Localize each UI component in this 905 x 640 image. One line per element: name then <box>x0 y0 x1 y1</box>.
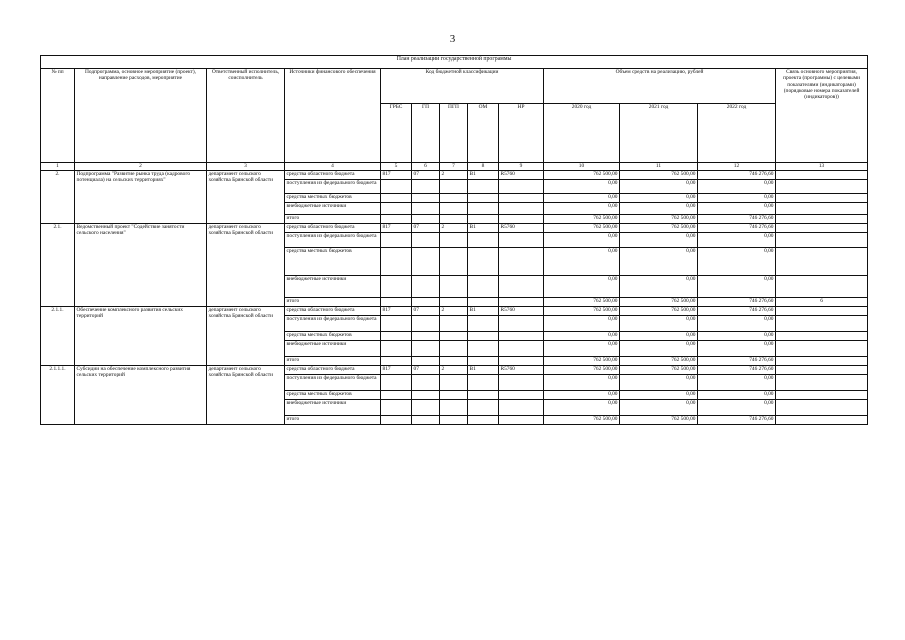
code-pgp <box>440 316 468 332</box>
indicator-link: 6 <box>776 298 868 307</box>
value-2021: 0,00 <box>620 276 698 298</box>
row-name: Ведомственный проект "Содействие занятости сельского населения" <box>75 224 207 307</box>
source-label: внебюджетные источники <box>285 276 381 298</box>
row-number: 2.1.1. <box>41 307 75 366</box>
source-label: средства местных бюджетов <box>285 194 381 203</box>
code-om: В1 <box>468 366 499 375</box>
indicator-link <box>776 416 868 425</box>
code-gp: 07 <box>412 171 440 180</box>
code-gp <box>412 332 440 341</box>
indicator-link <box>776 248 868 276</box>
column-number: 4 <box>285 163 381 171</box>
indicator-link <box>776 224 868 233</box>
value-2021: 0,00 <box>620 400 698 416</box>
value-2022: 0,00 <box>698 391 776 400</box>
source-label: итого <box>285 357 381 366</box>
header-volumes: Объем средств на реализацию, рублей <box>544 69 776 104</box>
value-2022: 0,00 <box>698 276 776 298</box>
code-om <box>468 391 499 400</box>
code-om <box>468 298 499 307</box>
code-pgp <box>440 332 468 341</box>
value-2022: 0,00 <box>698 400 776 416</box>
code-gp: 07 <box>412 224 440 233</box>
indicator-link <box>776 171 868 180</box>
value-2022: 746 276,60 <box>698 307 776 316</box>
value-2022: 746 276,60 <box>698 357 776 366</box>
code-gp <box>412 215 440 224</box>
code-gp: 07 <box>412 307 440 316</box>
value-2022: 746 276,60 <box>698 224 776 233</box>
value-2021: 0,00 <box>620 391 698 400</box>
code-gp <box>412 233 440 248</box>
value-2021: 762 500,00 <box>620 215 698 224</box>
header-num: № пп <box>41 69 75 163</box>
code-np <box>499 233 544 248</box>
value-2020: 0,00 <box>544 391 620 400</box>
header-gp: ГП <box>412 104 440 163</box>
value-2022: 746 276,60 <box>698 416 776 425</box>
value-2021: 0,00 <box>620 248 698 276</box>
value-2022: 0,00 <box>698 194 776 203</box>
value-2021: 762 500,00 <box>620 224 698 233</box>
value-2022: 746 276,60 <box>698 215 776 224</box>
value-2021: 762 500,00 <box>620 298 698 307</box>
value-2020: 0,00 <box>544 233 620 248</box>
row-name: Подпрограмма "Развитие рынка труда (кадрового потенциала) на сельских территориях" <box>75 171 207 224</box>
code-np <box>499 341 544 357</box>
code-om <box>468 341 499 357</box>
value-2022: 746 276,60 <box>698 366 776 375</box>
column-number: 6 <box>412 163 440 171</box>
value-2021: 762 500,00 <box>620 416 698 425</box>
indicator-link <box>776 400 868 416</box>
column-number: 13 <box>776 163 868 171</box>
value-2020: 762 500,00 <box>544 307 620 316</box>
value-2021: 762 500,00 <box>620 357 698 366</box>
code-grbs <box>381 248 412 276</box>
header-om: ОМ <box>468 104 499 163</box>
value-2021: 0,00 <box>620 180 698 194</box>
value-2020: 0,00 <box>544 203 620 215</box>
column-number: 8 <box>468 163 499 171</box>
source-label: поступления из федерального бюджета <box>285 180 381 194</box>
code-om <box>468 416 499 425</box>
value-2022: 0,00 <box>698 248 776 276</box>
code-np <box>499 203 544 215</box>
indicator-link <box>776 357 868 366</box>
code-om <box>468 194 499 203</box>
code-np <box>499 180 544 194</box>
row-number: 2. <box>41 171 75 224</box>
code-grbs <box>381 316 412 332</box>
row-executor: департамент сельского хозяйства Брянской области <box>207 171 285 224</box>
source-label: средства местных бюджетов <box>285 248 381 276</box>
code-grbs <box>381 332 412 341</box>
value-2020: 762 500,00 <box>544 224 620 233</box>
code-np <box>499 276 544 298</box>
value-2020: 762 500,00 <box>544 416 620 425</box>
row-number: 2.1.1.1. <box>41 366 75 425</box>
indicator-link <box>776 366 868 375</box>
value-2021: 0,00 <box>620 341 698 357</box>
code-pgp <box>440 215 468 224</box>
page-number: 3 <box>449 33 456 45</box>
value-2022: 0,00 <box>698 332 776 341</box>
source-label: средства областного бюджета <box>285 366 381 375</box>
code-grbs: 817 <box>381 224 412 233</box>
row-executor: департамент сельского хозяйства Брянской области <box>207 307 285 366</box>
value-2020: 762 500,00 <box>544 357 620 366</box>
column-number: 11 <box>620 163 698 171</box>
value-2020: 0,00 <box>544 341 620 357</box>
header-grbs: ГРБС <box>381 104 412 163</box>
indicator-link <box>776 276 868 298</box>
code-np: R5760 <box>499 307 544 316</box>
code-pgp: 2 <box>440 171 468 180</box>
indicator-link <box>776 341 868 357</box>
code-pgp <box>440 357 468 366</box>
header-2020: 2020 год <box>544 104 620 163</box>
code-pgp <box>440 194 468 203</box>
code-grbs <box>381 341 412 357</box>
header-2022: 2022 год <box>698 104 776 163</box>
code-gp <box>412 203 440 215</box>
code-pgp <box>440 180 468 194</box>
code-gp <box>412 341 440 357</box>
code-np <box>499 316 544 332</box>
code-pgp <box>440 341 468 357</box>
code-pgp <box>440 233 468 248</box>
value-2020: 0,00 <box>544 180 620 194</box>
header-2021: 2021 год <box>620 104 698 163</box>
code-gp <box>412 298 440 307</box>
value-2022: 0,00 <box>698 341 776 357</box>
code-om <box>468 400 499 416</box>
row-executor: департамент сельского хозяйства Брянской области <box>207 366 285 425</box>
code-np <box>499 416 544 425</box>
value-2020: 762 500,00 <box>544 298 620 307</box>
code-om <box>468 357 499 366</box>
column-number: 3 <box>207 163 285 171</box>
row-executor: департамент сельского хозяйства Брянской области <box>207 224 285 307</box>
code-pgp <box>440 375 468 391</box>
source-label: внебюджетные источники <box>285 203 381 215</box>
value-2022: 746 276,60 <box>698 171 776 180</box>
code-gp <box>412 180 440 194</box>
value-2020: 762 500,00 <box>544 171 620 180</box>
header-pgp: ПГП <box>440 104 468 163</box>
value-2021: 0,00 <box>620 194 698 203</box>
indicator-link <box>776 203 868 215</box>
code-grbs: 817 <box>381 171 412 180</box>
header-sources: Источники финансового обеспечения <box>285 69 381 163</box>
code-np <box>499 194 544 203</box>
column-number: 10 <box>544 163 620 171</box>
value-2022: 0,00 <box>698 316 776 332</box>
code-grbs <box>381 203 412 215</box>
code-grbs: 817 <box>381 307 412 316</box>
code-grbs <box>381 233 412 248</box>
code-gp <box>412 416 440 425</box>
code-grbs <box>381 276 412 298</box>
value-2022: 746 276,60 <box>698 298 776 307</box>
value-2021: 762 500,00 <box>620 171 698 180</box>
code-om <box>468 276 499 298</box>
code-gp <box>412 357 440 366</box>
code-pgp <box>440 391 468 400</box>
value-2020: 0,00 <box>544 276 620 298</box>
code-grbs <box>381 298 412 307</box>
source-label: поступления из федерального бюджета <box>285 316 381 332</box>
code-gp <box>412 400 440 416</box>
code-pgp <box>440 248 468 276</box>
code-grbs <box>381 180 412 194</box>
source-label: итого <box>285 298 381 307</box>
value-2020: 762 500,00 <box>544 215 620 224</box>
code-np <box>499 215 544 224</box>
code-om <box>468 203 499 215</box>
code-pgp <box>440 298 468 307</box>
value-2020: 0,00 <box>544 248 620 276</box>
header-executor: Ответственный исполнитель, соисполнитель <box>207 69 285 163</box>
code-pgp <box>440 400 468 416</box>
column-number: 2 <box>75 163 207 171</box>
code-gp <box>412 194 440 203</box>
table-row <box>41 366 868 375</box>
value-2021: 0,00 <box>620 203 698 215</box>
value-2020: 0,00 <box>544 332 620 341</box>
code-np <box>499 400 544 416</box>
indicator-link <box>776 375 868 391</box>
row-name: Обеспечение комплексного развития сельских территорий <box>75 307 207 366</box>
row-name: Субсидии на обеспечение комплексного развития сельских территорий <box>75 366 207 425</box>
code-np <box>499 332 544 341</box>
value-2022: 0,00 <box>698 203 776 215</box>
value-2021: 0,00 <box>620 233 698 248</box>
header-name: Подпрограмма, основное мероприятие (проект), направление расходов, мероприятие <box>75 69 207 163</box>
code-om: В1 <box>468 224 499 233</box>
indicator-link <box>776 233 868 248</box>
column-number: 7 <box>440 163 468 171</box>
code-om <box>468 332 499 341</box>
code-grbs <box>381 357 412 366</box>
source-label: средства местных бюджетов <box>285 391 381 400</box>
table-row <box>41 171 868 180</box>
source-label: итого <box>285 215 381 224</box>
source-label: поступления из федерального бюджета <box>285 375 381 391</box>
column-number: 12 <box>698 163 776 171</box>
code-np: R5760 <box>499 366 544 375</box>
column-number: 5 <box>381 163 412 171</box>
source-label: итого <box>285 416 381 425</box>
code-np: R5760 <box>499 171 544 180</box>
indicator-link <box>776 391 868 400</box>
source-label: средства областного бюджета <box>285 224 381 233</box>
source-label: внебюджетные источники <box>285 341 381 357</box>
code-gp <box>412 316 440 332</box>
column-number-row <box>41 163 868 171</box>
code-grbs <box>381 400 412 416</box>
code-grbs <box>381 215 412 224</box>
value-2020: 0,00 <box>544 194 620 203</box>
code-pgp: 2 <box>440 366 468 375</box>
source-label: средства областного бюджета <box>285 171 381 180</box>
source-label: средства областного бюджета <box>285 307 381 316</box>
value-2020: 762 500,00 <box>544 366 620 375</box>
code-np: R5760 <box>499 224 544 233</box>
row-number: 2.1. <box>41 224 75 307</box>
value-2022: 0,00 <box>698 180 776 194</box>
code-om <box>468 215 499 224</box>
code-om: В1 <box>468 307 499 316</box>
indicator-link <box>776 332 868 341</box>
code-om <box>468 233 499 248</box>
value-2020: 0,00 <box>544 375 620 391</box>
indicator-link <box>776 307 868 316</box>
indicator-link <box>776 316 868 332</box>
code-gp <box>412 248 440 276</box>
code-gp <box>412 375 440 391</box>
code-np <box>499 298 544 307</box>
code-np <box>499 357 544 366</box>
code-grbs: 817 <box>381 366 412 375</box>
header-np: НР <box>499 104 544 163</box>
value-2021: 0,00 <box>620 375 698 391</box>
table-caption: План реализации государственной программы <box>41 56 868 69</box>
indicator-link <box>776 194 868 203</box>
code-grbs <box>381 391 412 400</box>
code-pgp: 2 <box>440 307 468 316</box>
code-om <box>468 180 499 194</box>
code-gp <box>412 276 440 298</box>
code-pgp: 2 <box>440 224 468 233</box>
code-np <box>499 248 544 276</box>
value-2020: 0,00 <box>544 316 620 332</box>
header-budget-code: Код бюджетной классификации <box>381 69 544 104</box>
value-2022: 0,00 <box>698 375 776 391</box>
implementation-plan-table <box>40 55 868 425</box>
code-om: В1 <box>468 171 499 180</box>
source-label: средства местных бюджетов <box>285 332 381 341</box>
code-np <box>499 375 544 391</box>
code-pgp <box>440 416 468 425</box>
column-number: 1 <box>41 163 75 171</box>
table-row <box>41 307 868 316</box>
code-gp: 07 <box>412 366 440 375</box>
value-2021: 0,00 <box>620 316 698 332</box>
code-gp <box>412 391 440 400</box>
source-label: внебюджетные источники <box>285 400 381 416</box>
value-2022: 0,00 <box>698 233 776 248</box>
code-grbs <box>381 194 412 203</box>
code-om <box>468 316 499 332</box>
source-label: поступления из федерального бюджета <box>285 233 381 248</box>
header-link: Связь основного мероприятия, проекта (программы) с целевыми показателями (индикаторами) (порядковые номера показателей (индикаторов)) <box>776 69 868 163</box>
value-2021: 762 500,00 <box>620 307 698 316</box>
indicator-link <box>776 180 868 194</box>
code-pgp <box>440 276 468 298</box>
code-om <box>468 248 499 276</box>
table-row <box>41 224 868 233</box>
indicator-link <box>776 215 868 224</box>
code-grbs <box>381 375 412 391</box>
value-2021: 762 500,00 <box>620 366 698 375</box>
code-grbs <box>381 416 412 425</box>
code-np <box>499 391 544 400</box>
value-2021: 0,00 <box>620 332 698 341</box>
column-number: 9 <box>499 163 544 171</box>
value-2020: 0,00 <box>544 400 620 416</box>
code-pgp <box>440 203 468 215</box>
code-om <box>468 375 499 391</box>
